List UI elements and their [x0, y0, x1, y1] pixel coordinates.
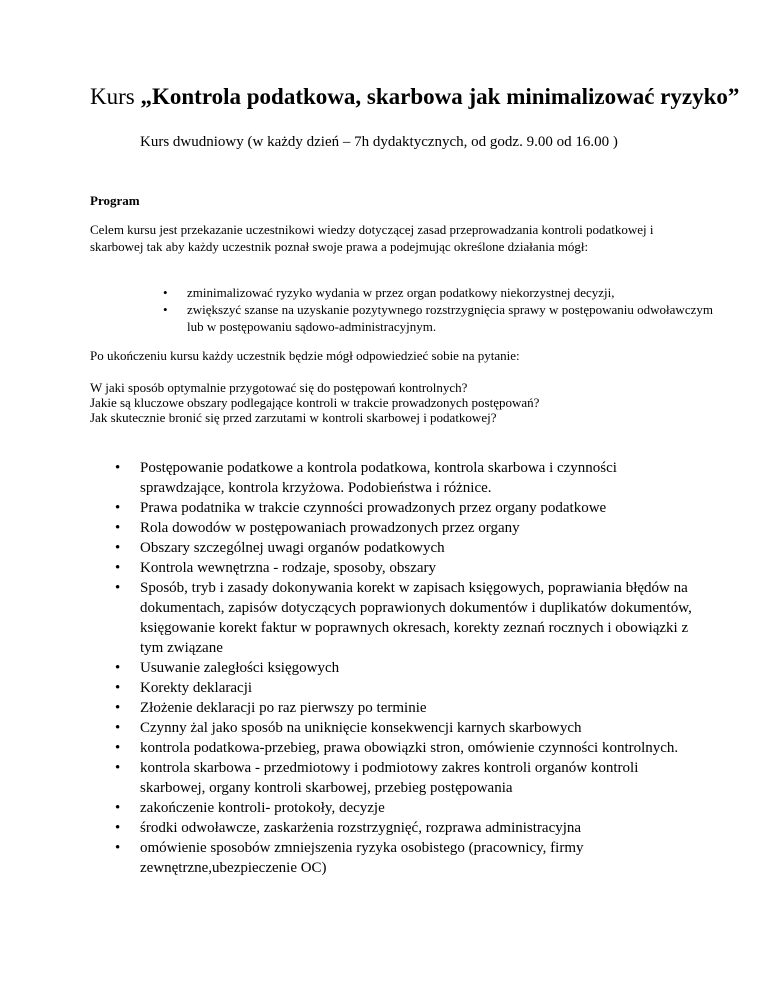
question-line: Jak skutecznie bronić się przed zarzutami w kontroli skarbowej i podatkowej?: [90, 410, 497, 425]
course-duration: Kurs dwudniowy (w każdy dzień – 7h dydaktycznych, od godz. 9.00 od 16.00 ): [140, 134, 618, 150]
list-item: • kontrola skarbowa - przedmiotowy i podmiotowy zakres kontroli organów kontroli skarbowej, organy kontroli skarbowej, przebieg postępowania: [115, 758, 695, 798]
program-heading: Program: [90, 193, 140, 208]
list-item: • Kontrola wewnętrzna - rodzaje, sposoby, obszary: [115, 558, 695, 578]
questions-block: [90, 380, 710, 425]
list-item: • Czynny żal jako sposób na uniknięcie konsekwencji karnych skarbowych: [115, 718, 695, 738]
list-item: • Postępowanie podatkowe a kontrola podatkowa, kontrola skarbowa i czynności sprawdzające, kontrola krzyżowa. Podobieństwa i różnice.: [115, 458, 695, 498]
questions-intro: Po ukończeniu kursu każdy uczestnik będzie mógł odpowiedzieć sobie na pytanie:: [90, 348, 520, 363]
list-item: • Sposób, tryb i zasady dokonywania korekt w zapisach księgowych, poprawiania błędów na dokumentach, zapisów dotyczących poprawionych dokumentów i duplikatów dokumentów, księgowanie korekt faktur w poprawnych okresach, korekty zeznań rocznych i obowiązki z tym związane: [115, 578, 695, 658]
list-item: • Prawa podatnika w trakcie czynności prowadzonych przez organy podatkowe: [115, 498, 695, 518]
title-main: „Kontrola podatkowa, skarbowa jak minimalizować ryzyko”: [140, 84, 740, 109]
list-item: • zakończenie kontroli- protokoły, decyzje: [115, 798, 695, 818]
list-item: • Rola dowodów w postępowaniach prowadzonych przez organy: [115, 518, 695, 538]
list-item: • środki odwoławcze, zaskarżenia rozstrzygnięć, rozprawa administracyjna: [115, 818, 695, 838]
topics-list: [115, 458, 695, 878]
intro-paragraph: Celem kursu jest przekazanie uczestnikowi wiedzy dotyczącej zasad przeprowadzania kontroli podatkowej i skarbowej tak aby każdy uczestnik poznał swoje prawa a podejmując określone działania mógł:: [90, 222, 654, 254]
document-title: [90, 82, 750, 112]
question-line: W jaki sposób optymalnie przygotować się do postępowań kontrolnych?: [90, 380, 468, 395]
title-prefix: Kurs: [90, 84, 141, 109]
list-item: • Korekty deklaracji: [115, 678, 695, 698]
list-item: • kontrola podatkowa-przebieg, prawa obowiązki stron, omówienie czynności kontrolnych.: [115, 738, 695, 758]
list-item: • omówienie sposobów zmniejszenia ryzyka osobistego (pracownicy, firmy zewnętrzne,ubezpieczenie OC): [115, 838, 695, 878]
list-item: • Złożenie deklaracji po raz pierwszy po terminie: [115, 698, 695, 718]
goals-list: [163, 284, 723, 335]
list-item: • zminimalizować ryzyko wydania w przez organ podatkowy niekorzystnej decyzji,: [163, 284, 723, 301]
list-item: • Usuwanie zaległości księgowych: [115, 658, 695, 678]
question-line: Jakie są kluczowe obszary podlegające kontroli w trakcie prowadzonych postępowań?: [90, 395, 540, 410]
list-item: • Obszary szczególnej uwagi organów podatkowych: [115, 538, 695, 558]
list-item: • zwiększyć szanse na uzyskanie pozytywnego rozstrzygnięcia sprawy w postępowaniu odwoławczym lub w postępowaniu sądowo-administracyjnym.: [163, 301, 723, 335]
